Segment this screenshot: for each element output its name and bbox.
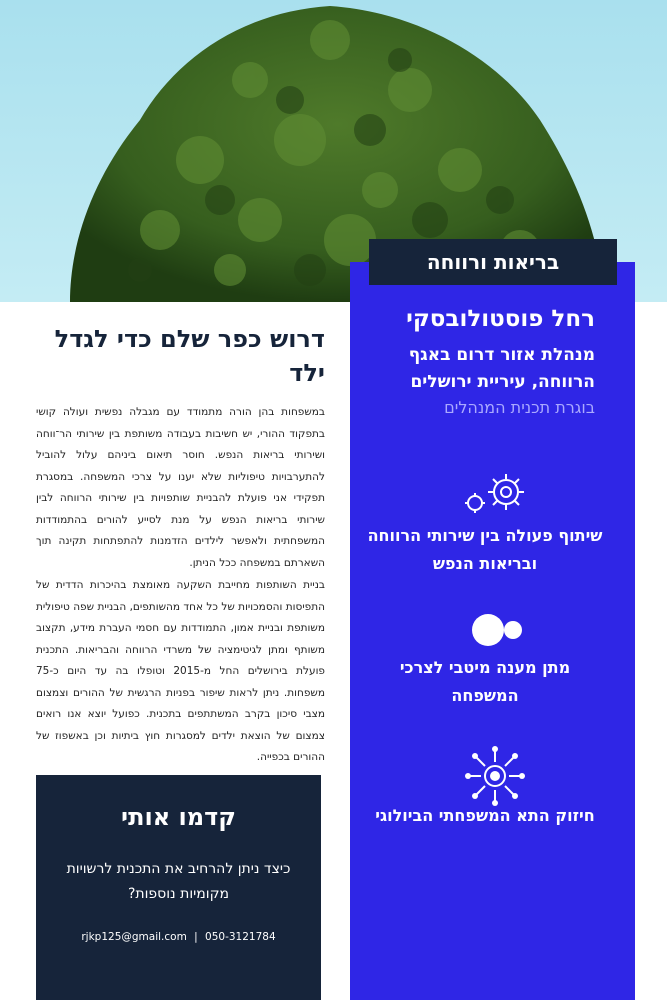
feature-text-1: שיתוף פעולה בין שירותי הרווחה ובריאות הנפש: [367, 526, 603, 573]
circles-icon: [468, 612, 526, 648]
person-program: בוגרת תכנית המנהלים: [444, 398, 595, 417]
person-name: רחל פוסטולובסקי: [406, 306, 595, 332]
feature-text-3: חיזוק התא המשפחתי הביולוגי: [375, 806, 595, 825]
contact-box: [36, 775, 321, 1000]
contact-phone[interactable]: 050-3121784: [205, 931, 276, 943]
contact-separator: |: [194, 931, 198, 943]
network-icon: [464, 745, 526, 807]
category-tag: [369, 239, 617, 285]
profile-panel: [350, 262, 635, 1000]
contact-email[interactable]: rjkp125@gmail.com: [81, 931, 187, 943]
contact-details: [36, 931, 321, 943]
feature-text-2: מתן מענה מיטבי לצרכי המשפחה: [399, 658, 571, 705]
article-title: דרוש כפר שלם כדי לגדל ילד: [54, 325, 325, 387]
contact-question: כיצד ניתן להרחיב את התכנית לרשויות מקומיות נוספות?: [66, 861, 291, 902]
article-paragraph-2: בניית השותפות מחייבת השקעה מאומצת בהיכרות הדדית של התפיסות והסמכויות של כל אחד מהשותפים, הבניית שפה טיפולית משותפת ובניית אמון, התמודדות עם חסמי העברת מידע, תקצוב משותף ומתן לגיטימציה של משרדי הרווחה והבריאות. התכנית פועלת בירושלים החל מ-2015 וטופלו בה עד היום כ-75 משפחות. ניתן לראות שיפור בפניות הרגשית של ההורים וצמצום מצבי סיכון בקרב המשתתפים בתכנית. כפועל יוצא אנו רואים צמצום של הוצאת ילדים למסגרות חוץ ביתיות וכן באשפוז של ההורים בכפייה.: [36, 579, 325, 763]
person-role: מנהלת אזור דרום באגף הרווחה, עיריית ירושלים: [408, 345, 595, 392]
contact-title: קדמו אותי: [121, 803, 236, 831]
gears-icon: [460, 470, 530, 516]
category-tag-label: בריאות ורווחה: [426, 250, 560, 274]
article-paragraph-1: במשפחות בהן הורה מתמודד עם מגבלה נפשית ועולה קושי בתפקוד ההורי, יש חשיבות בעבודה משותפת בין שירותי הר־ווחה ושירותי בריאות הנפש. חוסר תיאום ביניהם עלול להוביל להתערבויות טיפוליות שלא יענו על צרכי המשפחה. במסגרת תפקידי אני פועלת להבניית שותפויות בין שירותי הרווחה לבין שירותי בריאות הנפש על מנת לסייע להורים בהתמודדות המשפחתית ולאפשר לילדים הזדמנות להתפתחות תקינה תוך השארתם במשפחה ככל הניתן.: [36, 406, 325, 569]
